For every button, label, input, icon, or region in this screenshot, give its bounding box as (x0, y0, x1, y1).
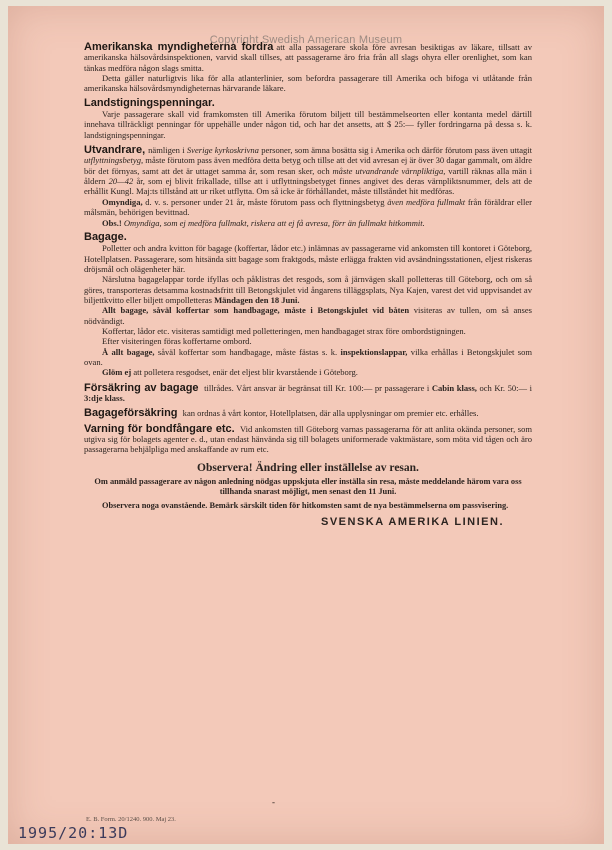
omyndiga-text: d. v. s. personer under 21 år, måste förutom pass och flyttningsbetyg (142, 196, 388, 207)
bagage-p3-text: visiteras av tullen, om så anses nödvändigt. (84, 305, 532, 326)
section-utvandrare (84, 145, 532, 228)
observera-title: Observera! Ändring eller inställelse av resan. (197, 461, 419, 474)
forsakring-text-2: och Kr. 50:— i (476, 382, 532, 393)
forsakring-text-1: tillrådes. Vårt ansvar är begränsat till Kr. 100:— pr passagerare i (201, 382, 432, 393)
omyndiga-text-2: från föräldrar eller målsmän, behörigen bevittnad. (84, 196, 533, 218)
section-bagageforsakring (84, 408, 532, 418)
observera-text-2: Observera noga ovanstående. Bemärk särskilt tiden för hitkomsten samt de nya bestämmelserna om passvisering. (102, 500, 509, 510)
heading-bagageforsakring: Bagageförsäkring (84, 407, 178, 420)
print-footer: E. B. Form. 20/1240. 900. Maj 23. (86, 816, 176, 823)
varning-text: Vid ankomsten till Göteborg varnas passagerarna för att anlita okända personer, som utgiva sig för bolagets agenter e. d., utan endast hänvända sig till bolagets uniformerade vaktmästare, som möta vid tågen och äro passagerarna behjälpliga med anskaffande av rum etc. (84, 423, 532, 455)
utvandrare-italic-2: utflyttningsbetyg, (84, 155, 144, 166)
landstigning-text: Varje passagerare skall vid framkomsten till Amerika förutom biljett till bestämmelseorten eller kontanta medel därtill innehava tillräckligt penningar för uppehälle under någon tid, och har det ansetts, att $ 25:— fyller fordringarna på dessa s. k. landstigningspenningar. (84, 109, 532, 140)
omyndiga-italic: även medföra fullmakt (387, 196, 466, 207)
bagage-p2 (84, 274, 532, 305)
utvandrare-text-5: år, som ej blivit frikallade, tillse att i utflyttningsbetyget finnes angivet des deras värnpliktsnummer, dels att de erhållit Kungl. Maj:ts tillstånd att ur riket utflytta. Om så icke är förhållandet, måste tillståndet hit medföras. (84, 176, 533, 197)
bagage-p2-text: Närslutna bagagelappar torde ifyllas och påklistras det resgods, som å järnvägen skall polletteras till Göteborg, och om så göres, transporteras detsamma kostnadsfritt till Betongskjulet vid ångarens tilläggsplats, Nya Kajen, varest det vid uppvisandet av biljettkvitto eller biljett ompolletteras (84, 274, 532, 305)
handwritten-archive-id: 1995/20:13D (18, 824, 129, 842)
bagage-p6 (84, 347, 532, 368)
utvandrare-text-4: vartill räknas alla män i åldern (84, 165, 532, 187)
myndigheterna-text: att alla passagerare skola före avresan besiktigas av läkare, tillsatt av amerikanska hälsovårdsinspektionen, varvid skall tillses, att passagerarne äro fria från all slags ohyra eller orenlighet, som kan tänkas medföra någon slags smitta. (84, 42, 532, 73)
myndigheterna-note: Detta gäller naturligtvis lika för alla atlanterlinier, som befordra passagerare till Amerika och bifoga vi utlåtande från amerikanska hälsovårdsmyndigheternas härvarande läkare. (84, 73, 532, 94)
forsakring-third: 3:dje klass. (84, 393, 125, 403)
section-myndigheterna (84, 42, 532, 94)
section-varning (84, 424, 532, 455)
omyndiga-paragraph (84, 197, 532, 218)
heading-landstigning: Landstigningspenningar. (84, 96, 215, 109)
bagage-p4: Koffertar, lådor etc. visiteras samtidigt med polletteringen, men handbagaget strax före ombordstigningen. (102, 325, 466, 336)
obs-italic: Omyndiga, som ej medföra fullmakt, riskera att ej få avresa, förr än fullmakt hitkommit. (121, 217, 425, 228)
separator-mark: - (272, 797, 275, 807)
utvandrare-italic-4: 20—42 (108, 176, 134, 187)
bagage-p5: Efter visiteringen föras koffertarne ombord. (102, 336, 252, 347)
section-bagage (84, 232, 532, 378)
utvandrare-text-2: personer, som ämna bosätta sig i Amerika och därför förutom pass även uttagit (258, 145, 533, 156)
utvandrare-text-1: nämligen i (148, 145, 187, 156)
omyndiga-label: Omyndiga, (102, 196, 143, 207)
bagage-p1: Polletter och andra kvitton för bagage (koffertar, lådor etc.) inlämnas av passagerarne vid ankomsten till kontoret i Göteborg, Hotellplatsen. Passagerare, som hitsända sitt bagage som fraktgods, måste erlägga frakten vid avsändningsstationen, eljest riskeras dröjsmål och olägenheter här. (84, 243, 532, 274)
utvandrare-text-3: måste förutom pass även medföra detta betyg och tillse att det vid avresan ej är över 30 dagar gammalt, om äldre bör det förnyas, samt att det är uttaget samma år, som resan sker, och (84, 155, 532, 176)
bagage-p7-text: att polletera resgodset, enär det eljest blir kvarstående i Göteborg. (131, 367, 358, 378)
bagage-p2-date: Mändagen den 18 Juni. (214, 294, 300, 305)
obs-paragraph (84, 218, 532, 228)
obs-label: Obs.! (102, 217, 122, 228)
bagage-p6-text: såväl koffertar som handbagage, måste fästas s. k. (154, 346, 341, 357)
signature: SVENSKA AMERIKA LINIEN. (320, 516, 504, 529)
heading-utvandrare: Utvandrare, (84, 144, 146, 157)
bagage-p6-bold: Å allt bagage, (102, 346, 155, 357)
bagageforsakring-text: kan ordnas å vårt kontor, Hotellplatsen, där alla upplysningar om premier etc. erhålles. (180, 408, 479, 419)
utvandrare-italic-1: Sverige kyrkoskrivna (186, 145, 259, 156)
bagage-p7-bold: Glöm ej (102, 367, 132, 378)
bagage-p6-end: vilka erhållas i Betongskjulet som ovan. (84, 346, 533, 367)
bagage-p7 (84, 367, 532, 377)
bagage-p3 (84, 305, 532, 326)
heading-forsakring: Försäkring av bagage (84, 381, 199, 394)
bagage-p3-bold: Allt bagage, såväl koffertar som handbagage, måste i Betongskjulet vid båten (102, 305, 410, 316)
copyright-watermark: Copyright Swedish American Museum (209, 34, 403, 46)
bagage-p6-bold-2: inspektionslappar, (340, 346, 408, 357)
heading-myndigheterna: Amerikanska myndigheterna fordra (84, 41, 274, 53)
document-body (84, 42, 532, 527)
heading-varning: Varning för bondfångare etc. (84, 422, 235, 435)
heading-bagage: Bagage. (84, 230, 127, 243)
utvandrare-italic-3: måste utvandrande värnpliktiga, (332, 165, 446, 176)
observera-text-1: Om anmäld passagerare av någon anledning nödgas uppskjuta eller inställa sin resa, måste meddelande härom vara oss tillhanda snarast möjligt, men senast den 11 Juni. (94, 477, 522, 497)
section-landstigning (84, 98, 532, 140)
forsakring-cabin: Cabin klass, (431, 382, 477, 393)
section-forsakring (84, 383, 532, 404)
